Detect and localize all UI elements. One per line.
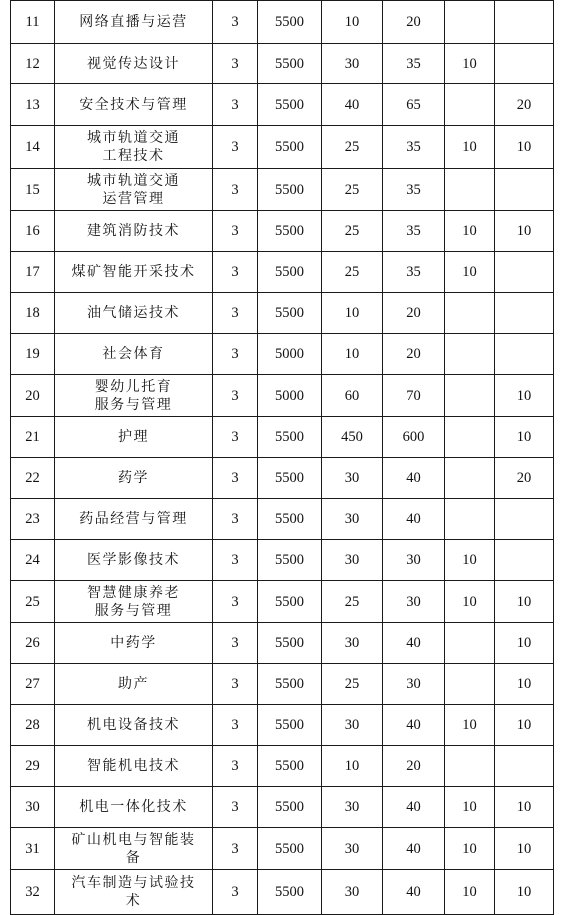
quota-b-cell: 35 [383, 169, 445, 211]
quota-a-cell: 25 [322, 211, 383, 252]
row-number: 30 [11, 787, 55, 828]
quota-c-cell: 10 [445, 44, 495, 84]
row-number: 21 [11, 417, 55, 458]
quota-d-cell: 10 [495, 623, 554, 664]
major-name: 护理 [55, 417, 213, 458]
row-number: 27 [11, 664, 55, 705]
quota-a-cell: 10 [322, 334, 383, 375]
enrollment-table [10, 0, 554, 915]
major-name: 智能机电技术 [55, 746, 213, 787]
major-name-line: 城市轨道交通 [87, 172, 180, 189]
quota-c-cell: 10 [445, 705, 495, 746]
table-row [11, 787, 554, 828]
major-name-line: 运营管理 [102, 190, 165, 207]
major-name: 视觉传达设计 [55, 44, 213, 84]
table-row [11, 252, 554, 293]
major-name: 建筑消防技术 [55, 211, 213, 252]
duration-cell: 3 [213, 126, 258, 169]
tuition-cell: 5500 [258, 252, 322, 293]
quota-d-cell: 10 [495, 828, 554, 870]
quota-a-cell: 30 [322, 540, 383, 581]
quota-d-cell: 10 [495, 787, 554, 828]
quota-b-cell: 35 [383, 211, 445, 252]
quota-d-cell [495, 499, 554, 540]
major-name: 助产 [55, 664, 213, 705]
table-row [11, 499, 554, 540]
quota-c-cell [445, 84, 495, 126]
quota-a-cell: 10 [322, 293, 383, 334]
quota-a-cell: 25 [322, 252, 383, 293]
row-number: 12 [11, 44, 55, 84]
table-row [11, 293, 554, 334]
quota-b-cell: 35 [383, 252, 445, 293]
table-row [11, 664, 554, 705]
quota-b-cell: 40 [383, 499, 445, 540]
quota-d-cell: 10 [495, 870, 554, 915]
tuition-cell: 5500 [258, 705, 322, 746]
row-number: 29 [11, 746, 55, 787]
tuition-cell: 5500 [258, 870, 322, 915]
tuition-cell: 5000 [258, 334, 322, 375]
quota-c-cell [445, 169, 495, 211]
quota-b-cell: 20 [383, 334, 445, 375]
quota-a-cell: 60 [322, 375, 383, 417]
tuition-cell: 5500 [258, 581, 322, 623]
duration-cell: 3 [213, 705, 258, 746]
quota-a-cell: 30 [322, 828, 383, 870]
quota-c-cell: 10 [445, 126, 495, 169]
row-number: 16 [11, 211, 55, 252]
table-row [11, 169, 554, 211]
row-number: 28 [11, 705, 55, 746]
major-name: 药品经营与管理 [55, 499, 213, 540]
quota-a-cell: 30 [322, 787, 383, 828]
table-row [11, 1, 554, 44]
row-number: 26 [11, 623, 55, 664]
quota-b-cell: 30 [383, 664, 445, 705]
duration-cell: 3 [213, 870, 258, 915]
major-name: 网络直播与运营 [55, 1, 213, 44]
quota-a-cell: 30 [322, 705, 383, 746]
quota-d-cell: 10 [495, 664, 554, 705]
quota-c-cell [445, 664, 495, 705]
table-row [11, 211, 554, 252]
duration-cell: 3 [213, 293, 258, 334]
quota-a-cell: 10 [322, 746, 383, 787]
quota-a-cell: 450 [322, 417, 383, 458]
row-number: 31 [11, 828, 55, 870]
quota-b-cell: 70 [383, 375, 445, 417]
row-number: 17 [11, 252, 55, 293]
major-name: 药学 [55, 458, 213, 499]
table-body [11, 1, 554, 915]
table-row [11, 84, 554, 126]
major-name: 医学影像技术 [55, 540, 213, 581]
duration-cell: 3 [213, 458, 258, 499]
tuition-cell: 5500 [258, 1, 322, 44]
major-name [55, 126, 213, 169]
table-row [11, 458, 554, 499]
duration-cell: 3 [213, 664, 258, 705]
quota-c-cell [445, 746, 495, 787]
quota-d-cell [495, 169, 554, 211]
row-number: 11 [11, 1, 55, 44]
duration-cell: 3 [213, 84, 258, 126]
quota-b-cell: 40 [383, 787, 445, 828]
quota-d-cell [495, 293, 554, 334]
tuition-cell: 5500 [258, 787, 322, 828]
quota-c-cell [445, 499, 495, 540]
major-name-line: 汽车制造与试验技 [71, 875, 196, 891]
tuition-cell: 5500 [258, 499, 322, 540]
quota-b-cell: 40 [383, 458, 445, 499]
major-name [55, 870, 213, 915]
major-name-line: 服务与管理 [94, 602, 173, 619]
table-row [11, 623, 554, 664]
major-name-line: 智慧健康养老 [87, 584, 180, 601]
table-row [11, 417, 554, 458]
quota-a-cell: 40 [322, 84, 383, 126]
quota-d-cell [495, 334, 554, 375]
tuition-cell: 5500 [258, 664, 322, 705]
tuition-cell: 5500 [258, 126, 322, 169]
tuition-cell: 5500 [258, 84, 322, 126]
major-name: 社会体育 [55, 334, 213, 375]
table-row [11, 540, 554, 581]
quota-c-cell [445, 1, 495, 44]
quota-d-cell [495, 1, 554, 44]
duration-cell: 3 [213, 581, 258, 623]
quota-a-cell: 30 [322, 623, 383, 664]
row-number: 13 [11, 84, 55, 126]
quota-a-cell: 25 [322, 581, 383, 623]
duration-cell: 3 [213, 787, 258, 828]
duration-cell: 3 [213, 169, 258, 211]
quota-b-cell: 20 [383, 1, 445, 44]
quota-c-cell [445, 334, 495, 375]
quota-d-cell: 10 [495, 375, 554, 417]
table-row [11, 375, 554, 417]
quota-c-cell: 10 [445, 540, 495, 581]
major-name-line: 矿山机电与智能装 [71, 831, 196, 848]
major-name [55, 169, 213, 211]
duration-cell: 3 [213, 417, 258, 458]
table-row [11, 705, 554, 746]
duration-cell: 3 [213, 44, 258, 84]
quota-d-cell: 10 [495, 417, 554, 458]
major-name [55, 828, 213, 870]
duration-cell: 3 [213, 746, 258, 787]
tuition-cell: 5500 [258, 540, 322, 581]
row-number: 15 [11, 169, 55, 211]
duration-cell: 3 [213, 211, 258, 252]
quota-b-cell: 35 [383, 44, 445, 84]
row-number: 25 [11, 581, 55, 623]
quota-c-cell: 10 [445, 870, 495, 915]
quota-d-cell: 20 [495, 84, 554, 126]
tuition-cell: 5500 [258, 746, 322, 787]
quota-c-cell: 10 [445, 211, 495, 252]
quota-a-cell: 30 [322, 499, 383, 540]
quota-d-cell [495, 746, 554, 787]
quota-b-cell: 30 [383, 581, 445, 623]
major-name [55, 581, 213, 623]
table-row [11, 581, 554, 623]
quota-c-cell [445, 458, 495, 499]
row-number: 14 [11, 126, 55, 169]
quota-a-cell: 25 [322, 126, 383, 169]
table-row [11, 746, 554, 787]
tuition-cell: 5500 [258, 623, 322, 664]
quota-d-cell: 10 [495, 581, 554, 623]
quota-a-cell: 25 [322, 664, 383, 705]
quota-c-cell: 10 [445, 787, 495, 828]
quota-b-cell: 65 [383, 84, 445, 126]
quota-b-cell: 30 [383, 540, 445, 581]
quota-b-cell: 40 [383, 870, 445, 915]
tuition-cell: 5500 [258, 828, 322, 870]
duration-cell: 3 [213, 1, 258, 44]
quota-b-cell: 35 [383, 126, 445, 169]
quota-d-cell [495, 44, 554, 84]
quota-c-cell: 10 [445, 828, 495, 870]
quota-b-cell: 20 [383, 746, 445, 787]
table-row [11, 44, 554, 84]
major-name: 机电一体化技术 [55, 787, 213, 828]
quota-b-cell: 20 [383, 293, 445, 334]
duration-cell: 3 [213, 623, 258, 664]
quota-a-cell: 25 [322, 169, 383, 211]
row-number: 19 [11, 334, 55, 375]
duration-cell: 3 [213, 252, 258, 293]
major-name: 机电设备技术 [55, 705, 213, 746]
row-number: 32 [11, 870, 55, 915]
quota-c-cell: 10 [445, 581, 495, 623]
major-name-line: 备 [125, 849, 142, 866]
duration-cell: 3 [213, 499, 258, 540]
row-number: 23 [11, 499, 55, 540]
major-name-line: 服务与管理 [94, 396, 173, 413]
tuition-cell: 5500 [258, 458, 322, 499]
row-number: 22 [11, 458, 55, 499]
major-name: 中药学 [55, 623, 213, 664]
quota-d-cell: 20 [495, 458, 554, 499]
quota-c-cell [445, 623, 495, 664]
table-row [11, 334, 554, 375]
table-row [11, 828, 554, 870]
quota-c-cell [445, 293, 495, 334]
quota-a-cell: 30 [322, 44, 383, 84]
major-name: 煤矿智能开采技术 [55, 252, 213, 293]
quota-b-cell: 40 [383, 828, 445, 870]
duration-cell: 3 [213, 375, 258, 417]
quota-d-cell [495, 252, 554, 293]
row-number: 24 [11, 540, 55, 581]
row-number: 18 [11, 293, 55, 334]
quota-b-cell: 40 [383, 623, 445, 664]
quota-d-cell: 10 [495, 211, 554, 252]
quota-c-cell: 10 [445, 252, 495, 293]
tuition-cell: 5500 [258, 211, 322, 252]
duration-cell: 3 [213, 334, 258, 375]
quota-a-cell: 30 [322, 458, 383, 499]
duration-cell: 3 [213, 540, 258, 581]
tuition-cell: 5000 [258, 375, 322, 417]
quota-d-cell: 10 [495, 126, 554, 169]
major-name: 油气储运技术 [55, 293, 213, 334]
major-name: 安全技术与管理 [55, 84, 213, 126]
quota-d-cell: 10 [495, 705, 554, 746]
quota-d-cell [495, 540, 554, 581]
tuition-cell: 5500 [258, 293, 322, 334]
quota-c-cell [445, 375, 495, 417]
duration-cell: 3 [213, 828, 258, 870]
row-number: 20 [11, 375, 55, 417]
quota-b-cell: 40 [383, 705, 445, 746]
table-row [11, 870, 554, 915]
major-name-line: 术 [125, 893, 142, 909]
major-name [55, 375, 213, 417]
quota-c-cell [445, 417, 495, 458]
quota-a-cell: 10 [322, 1, 383, 44]
major-name-line: 工程技术 [102, 148, 165, 164]
major-name-line: 城市轨道交通 [87, 130, 180, 146]
quota-b-cell: 600 [383, 417, 445, 458]
quota-a-cell: 30 [322, 870, 383, 915]
tuition-cell: 5500 [258, 44, 322, 84]
major-name-line: 婴幼儿托育 [94, 378, 173, 395]
tuition-cell: 5500 [258, 169, 322, 211]
tuition-cell: 5500 [258, 417, 322, 458]
table-row [11, 126, 554, 169]
